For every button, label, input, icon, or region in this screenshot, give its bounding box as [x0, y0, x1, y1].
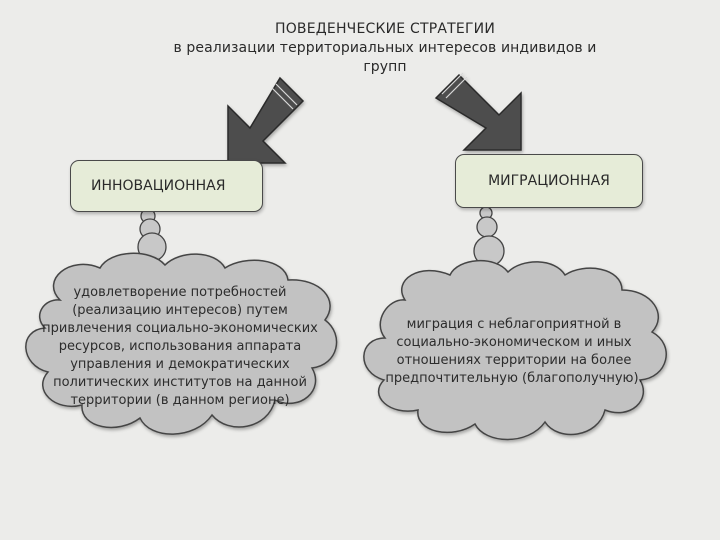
page-title: ПОВЕДЕНЧЕСКИЕ СТРАТЕГИИ	[274, 21, 496, 37]
migration-strategy-box	[455, 154, 643, 208]
migration-strategy-label: МИГРАЦИОННАЯ	[488, 173, 610, 189]
migration-strategy-description: миграция с неблагоприятной в социально-экономическом и иных отношениях территории на более предпочтительную (благополучную).	[385, 317, 643, 386]
title-block	[150, 20, 620, 77]
left-arrow	[228, 78, 303, 163]
right-arrow	[436, 73, 521, 150]
innovation-strategy-label: ИННОВАЦИОННАЯ	[91, 178, 226, 194]
innovation-strategy-box	[70, 160, 263, 212]
page-subtitle: в реализации территориальных интересов индивидов и групп	[173, 40, 597, 75]
right-thought-bubbles	[474, 207, 504, 266]
innovation-strategy-description: удовлетворение потребностей (реализацию интересов) путем привлечения социально-экономических ресурсов, использования аппарата управления и демократических политических институтов на данной территории (в данном регионе)	[42, 285, 318, 408]
